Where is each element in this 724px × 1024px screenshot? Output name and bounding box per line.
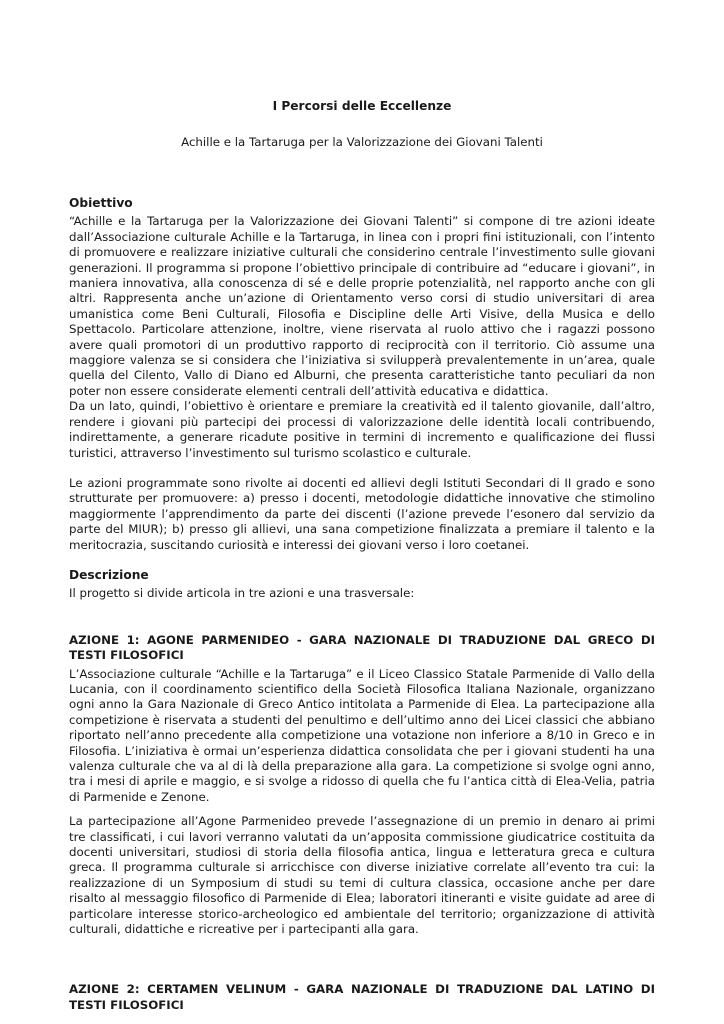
- section-heading-descrizione: Descrizione: [69, 567, 149, 582]
- descrizione-intro: Il progetto si divide articola in tre azioni e una trasversale:: [69, 586, 415, 601]
- obiettivo-paragraph: “Achille e la Tartaruga per la Valorizzazione dei Giovani Talenti” si compone di tre azioni ideate dall’Associazione culturale Achille e la Tartaruga, in linea con i propri fini istituzionali, con l’intento di promuovere e realizzare iniziative culturali che considerino centrale l’investimento sulle giovani generazioni. Il programma si propone l’obiettivo principale di contribuire ad “educare i giovani”, in maniera innovativa, alla conoscenza di sé e delle proprie potenzialità, nel rapporto anche con gli altri. Rappresenta anche un’azione di Orientamento verso corsi di studio universitari di area umanistica come Beni Culturali, Filosofia e Discipline delle Arti Visive, della Musica e dello Spettacolo. Particolare attenzione, inoltre, viene riservata al ruolo attivo che i ragazzi possono avere quali promotori di un produttivo rapporto di reciprocità con il territorio. Ciò assume una maggiore valenza se si considera che l’iniziativa si svilupperà prevalentemente in un’area, quale quella del Cilento, Vallo di Diano ed Alburni, che presenta caratteristiche tanto peculiari da non poter non essere considerate elementi centrali dell’attività educativa e didattica.: [69, 214, 655, 398]
- section-heading-azione-1: AZIONE 1: AGONE PARMENIDEO - GARA NAZIONALE DI TRADUZIONE DAL GRECO DI TESTI FILOSOFICI: [69, 632, 655, 663]
- azione-1-paragraph: La partecipazione all’Agone Parmenideo prevede l’assegnazione di un premio in denaro ai primi tre classificati, i cui lavori verranno valutati da un’apposita commissione giudicatrice costituita da docenti universitari, studiosi di storia della filosofia antica, lingua e letteratura greca e cultura greca. Il programma culturale si arricchisce con diverse iniziative correlate all’evento tra cui: la realizzazione di un Symposium di studi su temi di cultura classica, occasione anche per dare risalto al messaggio filosofico di Parmenide di Elea; laboratori itineranti e visite guidate ad aree di particolare interesse storico-archeologico ed ambientale del territorio; organizzazione di attività culturali, didattiche e ricreative per i partecipanti alla gara.: [69, 814, 655, 937]
- azione-1-paragraph: L’Associazione culturale “Achille e la Tartaruga” e il Liceo Classico Statale Parmenide di Vallo della Lucania, con il coordinamento scientifico della Società Filosofica Italiana Nazionale, organizzano ogni anno la Gara Nazionale di Greco Antico intitolata a Parmenide di Elea. La partecipazione alla competizione è riservata a studenti del penultimo e dell’ultimo anno dei Licei classici che abbiano riportato nell’anno precedente alla competizione una votazione non inferiore a 8/10 in Greco e in Filosofia. L’iniziativa è ormai un’esperienza didattica consolidata che per i giovani studenti ha una valenza culturale che va al di là della preparazione alla gara. La competizione si svolge ogni anno, tra i mesi di aprile e maggio, e si svolge a ridosso di quella che fu l’antica città di Elea-Velia, patria di Parmenide e Zenone.: [69, 666, 655, 804]
- section-heading-obiettivo: Obiettivo: [69, 196, 133, 210]
- document-title: I Percorsi delle Eccellenze: [272, 99, 452, 113]
- obiettivo-paragraph: Le azioni programmate sono rivolte ai docenti ed allievi degli Istituti Secondari di II grado e sono strutturate per promuovere: a) presso i docenti, metodologie didattiche innovative che stimolino maggiormente l’apprendimento da parte dei discenti (l’azione prevede l’esonero dal servizio da parte del MIUR); b) presso gli allievi, una sana competizione finalizzata a premiare il talento e la meritocrazia, suscitando curiosità e interessi dei giovani verso i loro coetanei.: [69, 475, 655, 552]
- section-heading-azione-2: AZIONE 2: CERTAMEN VELINUM - GARA NAZIONALE DI TRADUZIONE DAL LATINO DI TESTI FILOSOFICI: [69, 982, 655, 1012]
- document-subtitle: Achille e la Tartaruga per la Valorizzazione dei Giovani Talenti: [181, 135, 543, 149]
- obiettivo-paragraph: Da un lato, quindi, l’obiettivo è orientare e premiare la creatività ed il talento giovanile, dall’altro, rendere i giovani più partecipi dei processi di valorizzazione delle identità locali contribuendo, indirettamente, a generare ricadute positive in termini di incremento e qualificazione dei flussi turistici, attraverso l’investimento sul turismo scolastico e culturale.: [69, 399, 655, 460]
- document-body: [69, 196, 655, 1013]
